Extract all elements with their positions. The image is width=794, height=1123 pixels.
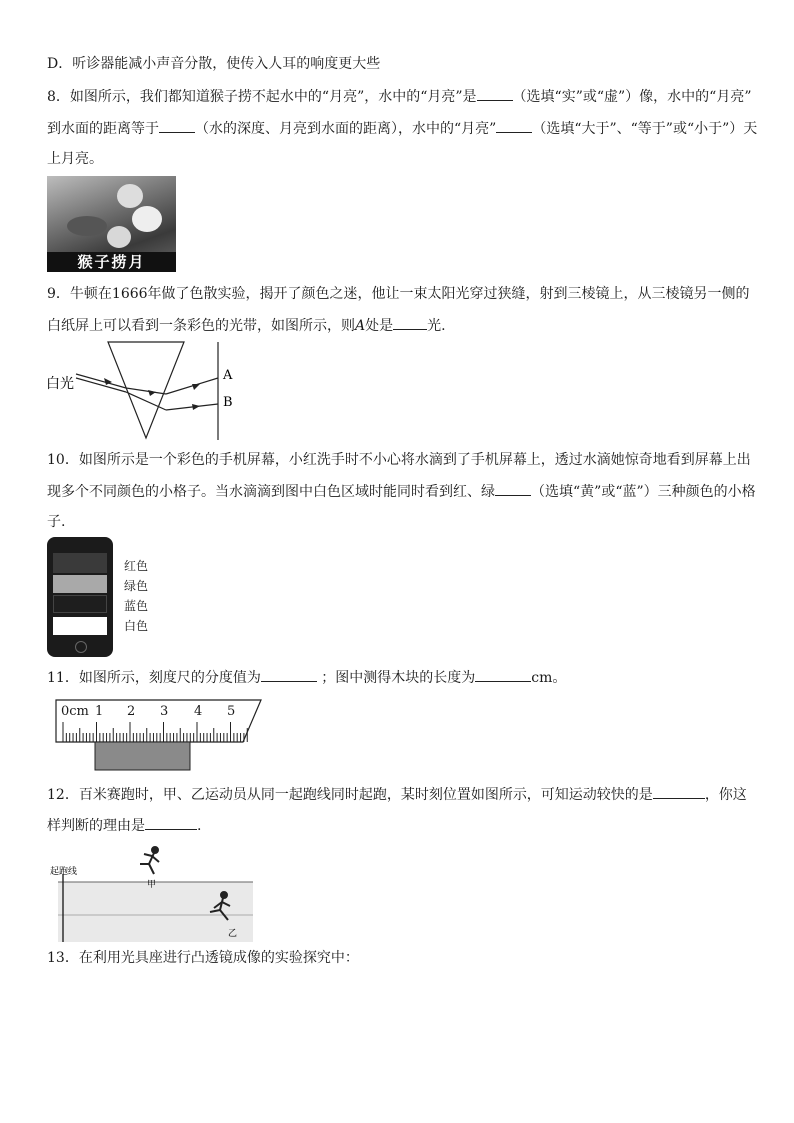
question-10-line3: 子. <box>47 514 66 530</box>
answer-blank[interactable] <box>495 481 531 496</box>
answer-blank[interactable] <box>496 118 532 133</box>
question-8-line3: 上月亮。 <box>47 151 103 167</box>
question-9-line1: 9．牛顿在1666年做了色散实验，揭开了颜色之迷，他让一束太阳光穿过狭缝，射到三棱镜上，从三棱镜另一侧的 <box>47 286 750 302</box>
ruler-diagram <box>55 698 265 774</box>
prism-diagram <box>40 340 250 440</box>
screen-green-region <box>53 575 107 593</box>
label-a: A <box>223 368 233 383</box>
question-8-line2: 到水面的距离等于 （水的深度、月亮到水面的距离），水中的“月亮” （选填“大于”、“等于”或“小于”）天 <box>47 118 757 139</box>
answer-blank[interactable] <box>145 815 197 830</box>
question-8-line1: 8．如图所示，我们都知道猴子捞不起水中的“月亮”，水中的“月亮”是 （选填“实”或“虚”）像，水中的“月亮” <box>47 86 752 107</box>
ruler-label: 0cm <box>61 704 89 719</box>
question-9-line2: 白纸屏上可以看到一条彩色的光带，如图所示，则A处是 光. <box>47 315 446 336</box>
label-b: B <box>223 395 233 410</box>
ruler-label: 4 <box>194 704 203 719</box>
question-13-line: 13．在利用光具座进行凸透镜成像的实验探究中： <box>47 950 359 966</box>
runner-jia-label: 甲 <box>147 880 157 890</box>
track-area <box>58 882 253 942</box>
answer-blank[interactable] <box>393 315 427 330</box>
white-light-label: 白光 <box>46 376 74 392</box>
option-d-text: D．听诊器能减小声音分散，使传入人耳的响度更大些 <box>47 56 381 72</box>
screen-red-region <box>53 553 107 573</box>
monkey-caption: 猴子捞月 <box>47 252 176 272</box>
color-label: 白色 <box>124 619 149 633</box>
question-12-line1: 12．百米赛跑时，甲、乙运动员从同一起跑线同时起跑，某时刻位置如图所示，可知运动较快的是 ，你这 <box>47 784 747 805</box>
ruler-label: 2 <box>127 704 136 719</box>
answer-blank[interactable] <box>475 667 531 682</box>
screen-blue-region <box>53 595 107 613</box>
monkey-moon-image <box>47 176 176 272</box>
race-diagram <box>48 840 258 944</box>
color-label: 绿色 <box>124 579 149 593</box>
ruler-label: 3 <box>160 704 169 719</box>
start-line-label: 起跑线 <box>50 867 78 877</box>
answer-blank[interactable] <box>477 86 513 101</box>
phone-color-labels <box>124 556 148 636</box>
color-label: 红色 <box>124 559 149 573</box>
color-label: 蓝色 <box>124 599 149 613</box>
wood-block <box>95 742 190 770</box>
runner-yi-label: 乙 <box>228 929 238 939</box>
question-12-line2: 样判断的理由是 . <box>47 815 201 836</box>
home-button-icon <box>75 641 87 653</box>
answer-blank[interactable] <box>261 667 317 682</box>
phone-image <box>47 537 113 657</box>
question-11-line: 11．如图所示，刻度尺的分度值为 ；图中测得木块的长度为 cm。 <box>47 667 566 688</box>
question-10-line2: 现多个不同颜色的小格子。当水滴滴到图中白色区域时能同时看到红、绿 （选填“黄”或“蓝”）三种颜色的小格 <box>47 481 756 502</box>
answer-blank[interactable] <box>653 784 705 799</box>
runner-jia <box>140 847 159 874</box>
ruler-label: 5 <box>227 704 236 719</box>
answer-blank[interactable] <box>159 118 195 133</box>
ruler-label: 1 <box>95 704 104 719</box>
question-10-line1: 10．如图所示是一个彩色的手机屏幕，小红洗手时不小心将水滴到了手机屏幕上，透过水滴她惊奇地看到屏幕上出 <box>47 452 751 468</box>
screen-white-region <box>53 617 107 635</box>
